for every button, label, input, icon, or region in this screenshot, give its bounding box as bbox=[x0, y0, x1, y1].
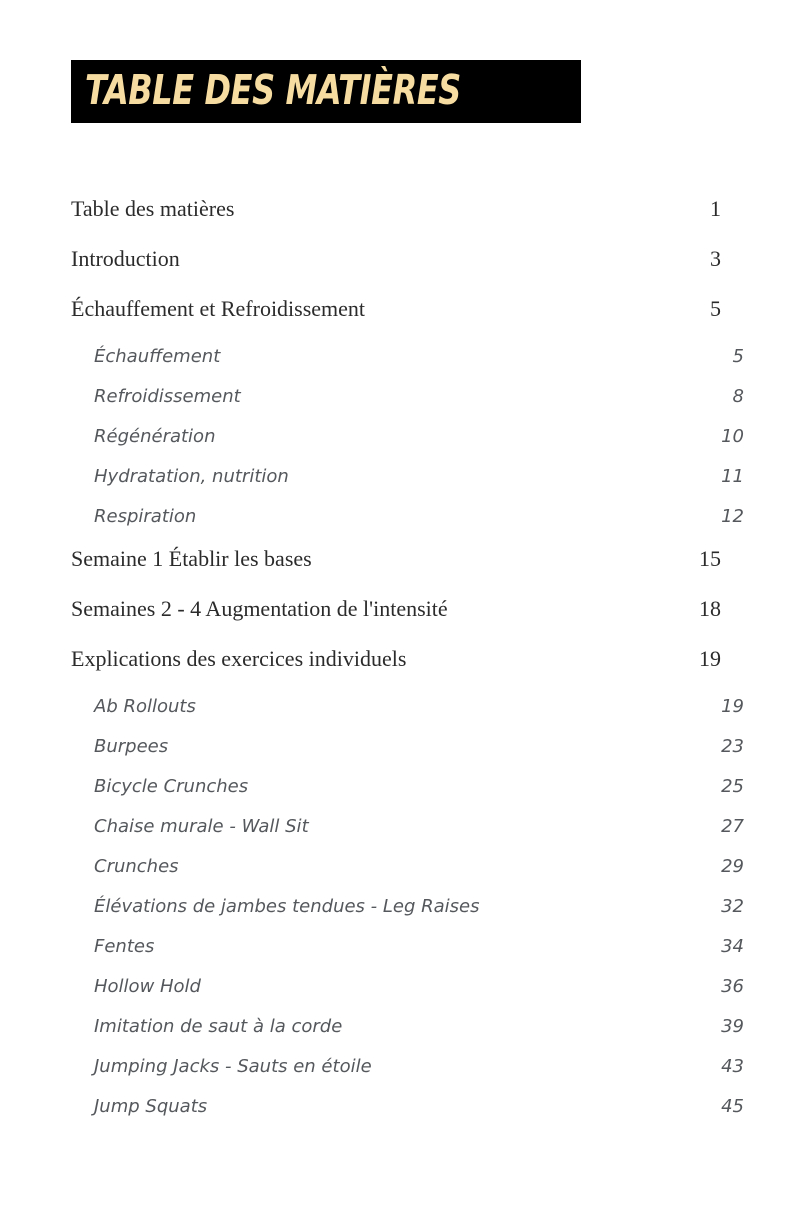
page-title-banner bbox=[71, 60, 581, 123]
toc-entry[interactable] bbox=[71, 196, 721, 246]
toc-entry-label: Élévations de jambes tendues - Leg Raises bbox=[94, 896, 480, 917]
toc-entry-label: Fentes bbox=[94, 936, 155, 957]
toc-entry-page-number: 15 bbox=[699, 546, 721, 571]
toc-entry-page-number: 18 bbox=[699, 596, 721, 621]
toc-entry-page-number: 12 bbox=[721, 506, 744, 527]
toc-entry-label: Refroidissement bbox=[94, 386, 241, 407]
toc-entry[interactable] bbox=[71, 646, 721, 696]
toc-entry-page-number: 43 bbox=[721, 1056, 744, 1077]
toc-entry[interactable] bbox=[71, 386, 744, 426]
toc-entry-page-number: 19 bbox=[721, 696, 744, 717]
toc-entry[interactable] bbox=[71, 1056, 744, 1096]
toc-entry-page-number: 36 bbox=[721, 976, 744, 997]
toc-entry-label: Jump Squats bbox=[94, 1096, 208, 1117]
toc-entry[interactable] bbox=[71, 856, 744, 896]
toc-entry-page-number: 19 bbox=[699, 646, 721, 671]
toc-entry-label: Hydratation, nutrition bbox=[94, 466, 289, 487]
toc-entry-page-number: 27 bbox=[721, 816, 744, 837]
toc-entry[interactable] bbox=[71, 296, 721, 346]
toc-entry[interactable] bbox=[71, 246, 721, 296]
toc-entry-page-number: 39 bbox=[721, 1016, 744, 1037]
toc-entry-label: Échauffement bbox=[94, 346, 221, 367]
toc-entry-label: Semaines 2 - 4 Augmentation de l'intensité bbox=[71, 596, 448, 621]
toc-entry-page-number: 1 bbox=[710, 196, 721, 221]
toc-entry-page-number: 5 bbox=[732, 346, 744, 367]
toc-entry-label: Échauffement et Refroidissement bbox=[71, 296, 366, 321]
toc-entry-label: Semaine 1 Établir les bases bbox=[71, 546, 312, 571]
toc-entry[interactable] bbox=[71, 696, 744, 736]
toc-entry[interactable] bbox=[71, 896, 744, 936]
toc-entry-label: Respiration bbox=[94, 506, 197, 527]
toc-entry[interactable] bbox=[71, 1096, 744, 1136]
toc-entry[interactable] bbox=[71, 466, 744, 506]
toc-entry-page-number: 5 bbox=[710, 296, 721, 321]
toc-entry[interactable] bbox=[71, 506, 744, 546]
toc-entry-label: Chaise murale - Wall Sit bbox=[94, 816, 309, 837]
toc-entry-page-number: 32 bbox=[721, 896, 744, 917]
toc-entry-label: Explications des exercices individuels bbox=[71, 646, 407, 671]
toc-entry[interactable] bbox=[71, 1016, 744, 1056]
toc-entry[interactable] bbox=[71, 346, 744, 386]
toc-entry[interactable] bbox=[71, 936, 744, 976]
toc-entry[interactable] bbox=[71, 426, 744, 466]
toc-entry[interactable] bbox=[71, 736, 744, 776]
toc-entry-page-number: 23 bbox=[721, 736, 744, 757]
toc-entry[interactable] bbox=[71, 976, 744, 1016]
toc-entry[interactable] bbox=[71, 776, 744, 816]
toc-entry-page-number: 29 bbox=[721, 856, 744, 877]
toc-entry-label: Introduction bbox=[71, 246, 180, 271]
toc-entry-page-number: 3 bbox=[710, 246, 721, 271]
toc-entry-label: Burpees bbox=[94, 736, 169, 757]
toc-entry[interactable] bbox=[71, 546, 721, 596]
toc-entry[interactable] bbox=[71, 596, 721, 646]
toc-entry-label: Ab Rollouts bbox=[94, 696, 196, 717]
toc-entry-page-number: 34 bbox=[721, 936, 744, 957]
toc-entry[interactable] bbox=[71, 816, 744, 856]
toc-entry-label: Jumping Jacks - Sauts en étoile bbox=[94, 1056, 372, 1077]
toc-entry-label: Régénération bbox=[94, 426, 216, 447]
toc-entry-label: Table des matières bbox=[71, 196, 235, 221]
toc-entry-page-number: 10 bbox=[721, 426, 744, 447]
toc-entry-label: Bicycle Crunches bbox=[94, 776, 249, 797]
table-of-contents bbox=[71, 196, 744, 1136]
toc-entry-page-number: 11 bbox=[721, 466, 744, 487]
toc-entry-page-number: 45 bbox=[721, 1096, 744, 1117]
toc-entry-page-number: 25 bbox=[721, 776, 744, 797]
toc-entry-label: Hollow Hold bbox=[94, 976, 201, 997]
page-title: TABLE DES MATIÈRES bbox=[85, 66, 461, 114]
toc-entry-label: Imitation de saut à la corde bbox=[94, 1016, 343, 1037]
toc-entry-page-number: 8 bbox=[732, 386, 744, 407]
toc-entry-label: Crunches bbox=[94, 856, 179, 877]
